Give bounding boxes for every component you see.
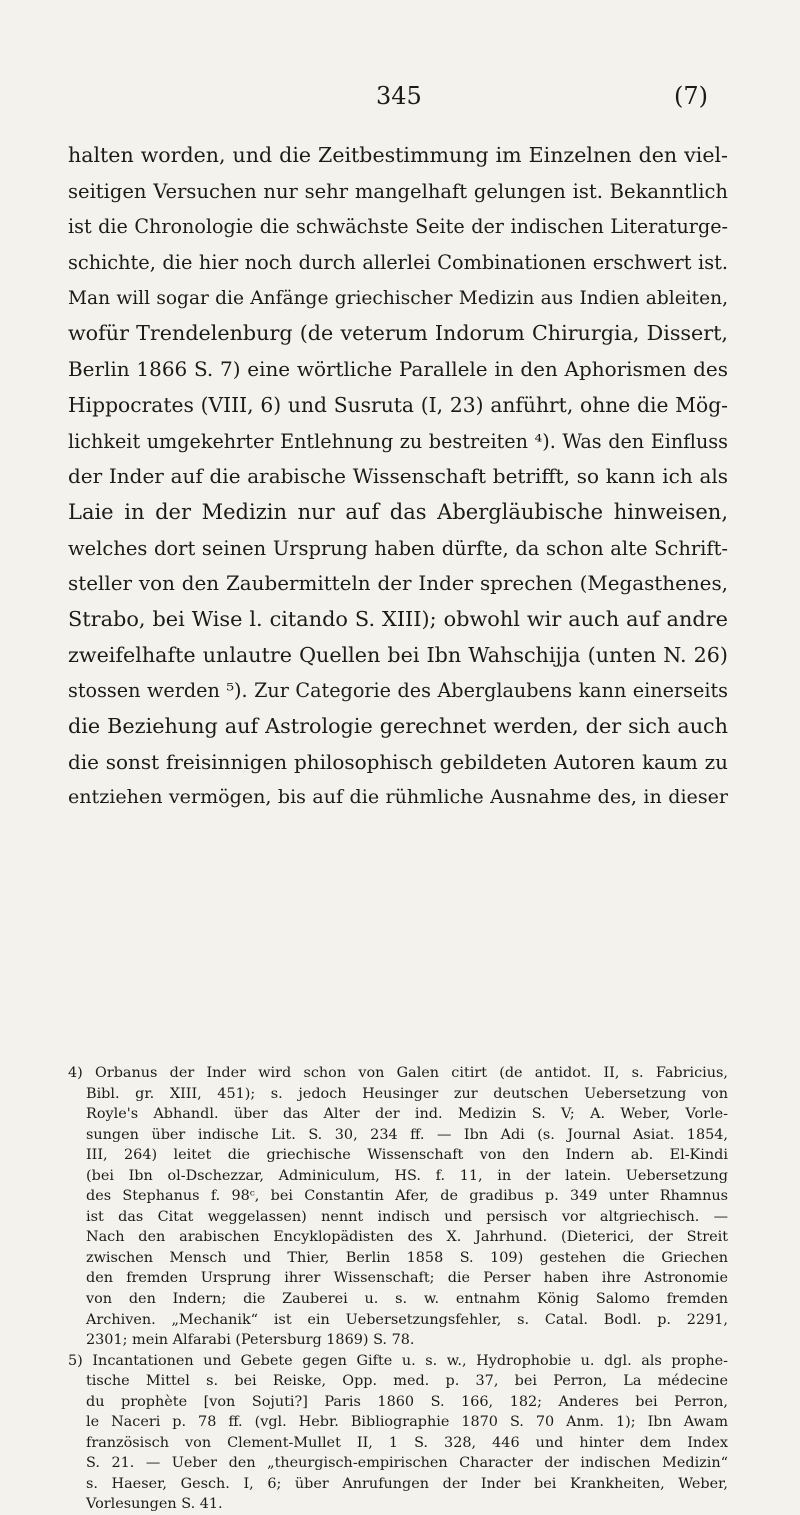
text-line: seitigen Versuchen nur sehr mangelhaft gelungen ist. Bekanntlich xyxy=(68,179,728,203)
footnote-line: ist das Citat weggelassen) nennt indisch und persisch vor altgriechisch. — xyxy=(86,1208,728,1225)
text-line: welches dort seinen Ursprung haben dürfte, da schon alte Schrift- xyxy=(68,536,728,560)
footnote-line: Nach den arabischen Encyklopädisten des X. Jahrhund. (Dieterici, der Streit xyxy=(86,1229,728,1246)
text-line: die Beziehung auf Astrologie gerechnet werden, der sich auch xyxy=(68,714,728,738)
text-line: entziehen vermögen, bis auf die rühmliche Ausnahme des, in dieser xyxy=(68,786,728,809)
footnote-line: le Naceri p. 78 ff. (vgl. Hebr. Bibliographie 1870 S. 70 Anm. 1); Ibn Awam xyxy=(86,1414,728,1431)
footnote-line: zwischen Mensch und Thier, Berlin 1858 S. 109) gestehen die Griechen xyxy=(86,1249,728,1266)
footnote-line: französisch von Clement-Mullet II, 1 S. 328, 446 und hinter dem Index xyxy=(86,1434,728,1451)
footnote xyxy=(68,1351,728,1515)
footnote-line: des Stephanus f. 98ᶜ, bei Constantin Afer, de gradibus p. 349 unter Rhamnus xyxy=(86,1188,728,1205)
footnote-text: Orbanus der Inder wird schon von Galen citirt (de antidot. II, s. Fabricius, xyxy=(95,1065,728,1081)
text-line: steller von den Zaubermitteln der Inder sprechen (Megasthenes, xyxy=(68,572,728,596)
text-line: zweifelhafte unlautre Quellen bei Ibn Wahschijja (unten N. 26) xyxy=(68,642,728,667)
footnote-line: du prophète [von Sojuti?] Paris 1860 S. 166, 182; Anderes bei Perron, xyxy=(86,1393,728,1410)
footnote-line: tische Mittel s. bei Reiske, Opp. med. p. 37, bei Perron, La médecine xyxy=(86,1373,728,1390)
footnote-marker: 4) xyxy=(68,1065,83,1081)
footnote-line: den fremden Ursprung ihrer Wissenschaft; die Perser haben ihre Astronomie xyxy=(86,1270,728,1287)
footnote-line: 2301; mein Alfarabi (Petersburg 1869) S. 78. xyxy=(86,1332,415,1349)
footnote-text: Incantationen und Gebete gegen Gifte u. s. w., Hydrophobie u. dgl. als prophe- xyxy=(92,1352,728,1369)
text-line: halten worden, und die Zeitbestimmung im Einzelnen den viel- xyxy=(68,143,728,167)
footnotes xyxy=(68,1063,728,1515)
footnote-first-line xyxy=(68,1063,728,1084)
footnote-line: Vorlesungen S. 41. xyxy=(86,1496,223,1513)
text-line: Berlin 1866 S. 7) eine wörtliche Parallele in den Aphorismen des xyxy=(68,357,728,382)
page-number: 345 xyxy=(376,82,422,110)
footnote-line: S. 21. — Ueber den „theurgisch-empirischen Character der indischen Medizin“ xyxy=(86,1455,728,1472)
footnote-line: Archiven. „Mechanik“ ist ein Uebersetzungsfehler, s. Catal. Bodl. p. 2291, xyxy=(86,1311,728,1328)
main-text xyxy=(68,138,728,816)
text-line: wofür Trendelenburg (de veterum Indorum Chirurgia, Dissert, xyxy=(68,321,728,346)
text-line: Laie in der Medizin nur auf das Abergläubische hinweisen, xyxy=(68,499,728,524)
text-line: ist die Chronologie die schwächste Seite der indischen Literaturge- xyxy=(68,215,728,239)
text-line: die sonst freisinnigen philosophisch gebildeten Autoren kaum zu xyxy=(68,749,728,774)
footnote xyxy=(68,1063,728,1351)
footnote-line: sungen über indische Lit. S. 30, 234 ff. — Ibn Adi (s. Journal Asiat. 1854, xyxy=(86,1126,728,1143)
footnote-line: von den Indern; die Zauberei u. s. w. entnahm König Salomo fremden xyxy=(86,1291,728,1308)
text-line: lichkeit umgekehrter Entlehnung zu bestreiten ⁴). Was den Einfluss xyxy=(68,429,728,453)
page-header xyxy=(0,82,800,112)
text-line: der Inder auf die arabische Wissenschaft betrifft, so kann ich als xyxy=(68,464,728,489)
footnote-line: Bibl. gr. XIII, 451); s. jedoch Heusinger zur deutschen Uebersetzung von xyxy=(86,1085,728,1102)
sheet-number: (7) xyxy=(674,82,708,110)
text-line: Hippocrates (VIII, 6) und Susruta (I, 23) anführt, ohne die Mög- xyxy=(68,392,728,417)
text-line: stossen werden ⁵). Zur Categorie des Aberglaubens kann einerseits xyxy=(68,679,728,703)
footnote-line: s. Haeser, Gesch. I, 6; über Anrufungen der Inder bei Krankheiten, Weber, xyxy=(86,1475,728,1492)
footnote-line: III, 264) leitet die griechische Wissenschaft von den Indern ab. El-Kindi xyxy=(86,1147,728,1164)
text-line: Strabo, bei Wise l. citando S. XIII); obwohl wir auch auf andre xyxy=(68,606,728,631)
text-line: Man will sogar die Anfänge griechischer Medizin aus Indien ableiten, xyxy=(68,287,728,309)
text-line: schichte, die hier noch durch allerlei Combinationen erschwert ist. xyxy=(68,251,728,275)
footnote-line: Royle's Abhandl. über das Alter der ind. Medizin S. V; A. Weber, Vorle- xyxy=(86,1106,728,1123)
footnote-line: (bei Ibn ol-Dschezzar, Adminiculum, HS. f. 11, in der latein. Uebersetzung xyxy=(86,1167,728,1184)
footnote-marker: 5) xyxy=(68,1352,83,1369)
footnote-first-line xyxy=(68,1351,728,1372)
